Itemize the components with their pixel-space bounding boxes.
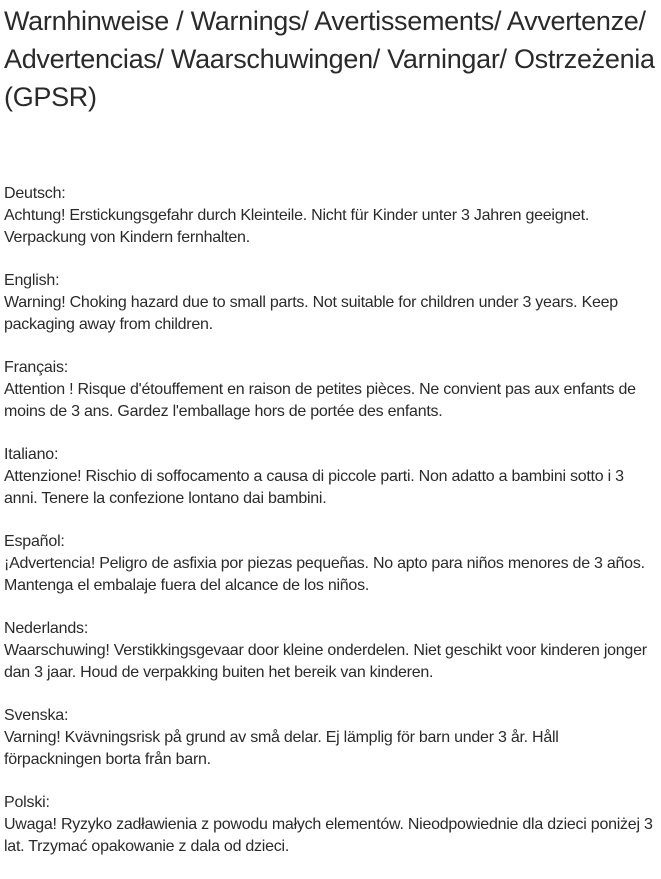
warning-section-italiano — [4, 444, 655, 510]
warning-section-svenska — [4, 705, 655, 771]
warning-text: Uwaga! Ryzyko zadławienia z powodu małych elementów. Nieodpowiednie dla dzieci poniżej 3 lat. Trzymać opakowanie z dala od dzieci. — [4, 816, 653, 855]
warning-text: ¡Advertencia! Peligro de asfixia por piezas pequeñas. No apto para niños menores de 3 años. Mantenga el embalaje fuera del alcance de los niños. — [4, 555, 645, 594]
warning-section-english — [4, 270, 655, 336]
language-label: Deutsch: — [4, 185, 66, 202]
warning-text: Warning! Choking hazard due to small parts. Not suitable for children under 3 years. Keep packaging away from children. — [4, 294, 618, 333]
warning-section-polski — [4, 792, 655, 858]
language-label: Italiano: — [4, 446, 59, 463]
warning-text: Waarschuwing! Verstikkingsgevaar door kleine onderdelen. Niet geschikt voor kinderen jonger dan 3 jaar. Houd de verpakking buiten het bereik van kinderen. — [4, 642, 647, 681]
page-title: Warnhinweise / Warnings/ Avertissements/ Avvertenze/ Advertencias/ Waarschuwingen/ Varningar/ Ostrzeżenia (GPSR) — [4, 6, 655, 112]
warning-section-francais — [4, 357, 655, 423]
warning-text: Achtung! Erstickungsgefahr durch Kleinteile. Nicht für Kinder unter 3 Jahren geeignet. Verpackung von Kindern fernhalten. — [4, 207, 590, 246]
language-label: Polski: — [4, 794, 50, 811]
warning-text: Varning! Kvävningsrisk på grund av små delar. Ej lämplig för barn under 3 år. Håll förpackningen borta från barn. — [4, 729, 559, 768]
language-label: Svenska: — [4, 707, 69, 724]
language-label: English: — [4, 272, 60, 289]
language-label: Nederlands: — [4, 620, 89, 637]
warning-section-espanol — [4, 531, 655, 597]
warning-text: Attention ! Risque d'étouffement en raison de petites pièces. Ne convient pas aux enfants de moins de 3 ans. Gardez l'emballage hors de portée des enfants. — [4, 381, 636, 420]
language-label: Español: — [4, 533, 65, 550]
warning-section-nederlands — [4, 618, 655, 684]
warning-text: Attenzione! Rischio di soffocamento a causa di piccole parti. Non adatto a bambini sotto i 3 anni. Tenere la confezione lontano dai bambini. — [4, 468, 624, 507]
language-label: Français: — [4, 359, 68, 376]
warning-section-deutsch — [4, 183, 655, 249]
